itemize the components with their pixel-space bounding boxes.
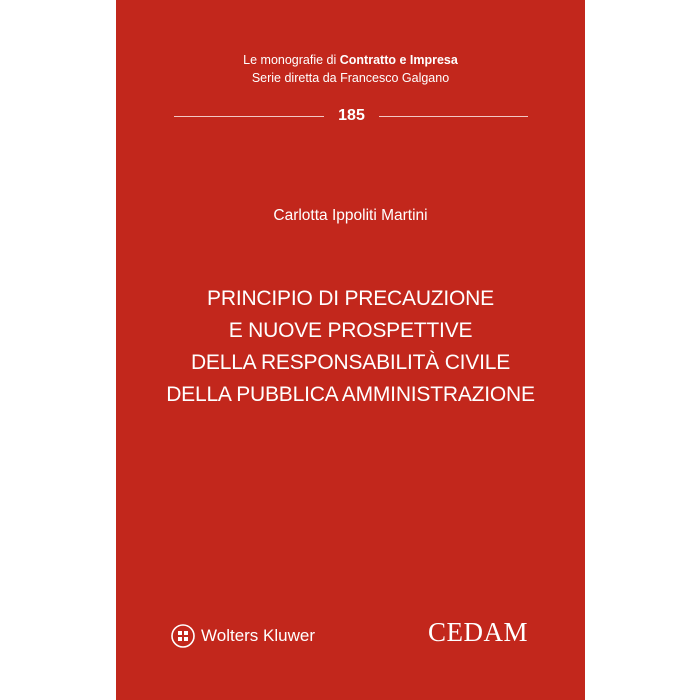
wolters-kluwer-logo-icon — [171, 624, 195, 648]
divider-left — [174, 116, 324, 117]
series-prefix: Le monografie di — [243, 53, 340, 67]
title-line: E NUOVE PROSPETTIVE — [228, 319, 473, 342]
series-name — [116, 52, 585, 68]
title-line: DELLA PUBBLICA AMMINISTRAZIONE — [166, 383, 535, 406]
publisher-logo — [171, 623, 315, 649]
publisher-name: Wolters Kluwer — [201, 626, 315, 645]
volume-number-row — [174, 106, 528, 126]
imprint-name: CEDAM — [428, 617, 529, 647]
divider-right — [379, 116, 528, 117]
volume-number: 185 — [338, 107, 365, 124]
author-name: Carlotta Ippoliti Martini — [273, 207, 428, 224]
book-cover — [116, 0, 585, 700]
title-line: PRINCIPIO DI PRECAUZIONE — [207, 287, 494, 310]
series-editor: Serie diretta da Francesco Galgano — [251, 71, 450, 85]
title-line: DELLA RESPONSABILITÀ CIVILE — [190, 351, 511, 374]
series-title: Contratto e Impresa — [339, 53, 458, 67]
book-title — [116, 283, 585, 411]
